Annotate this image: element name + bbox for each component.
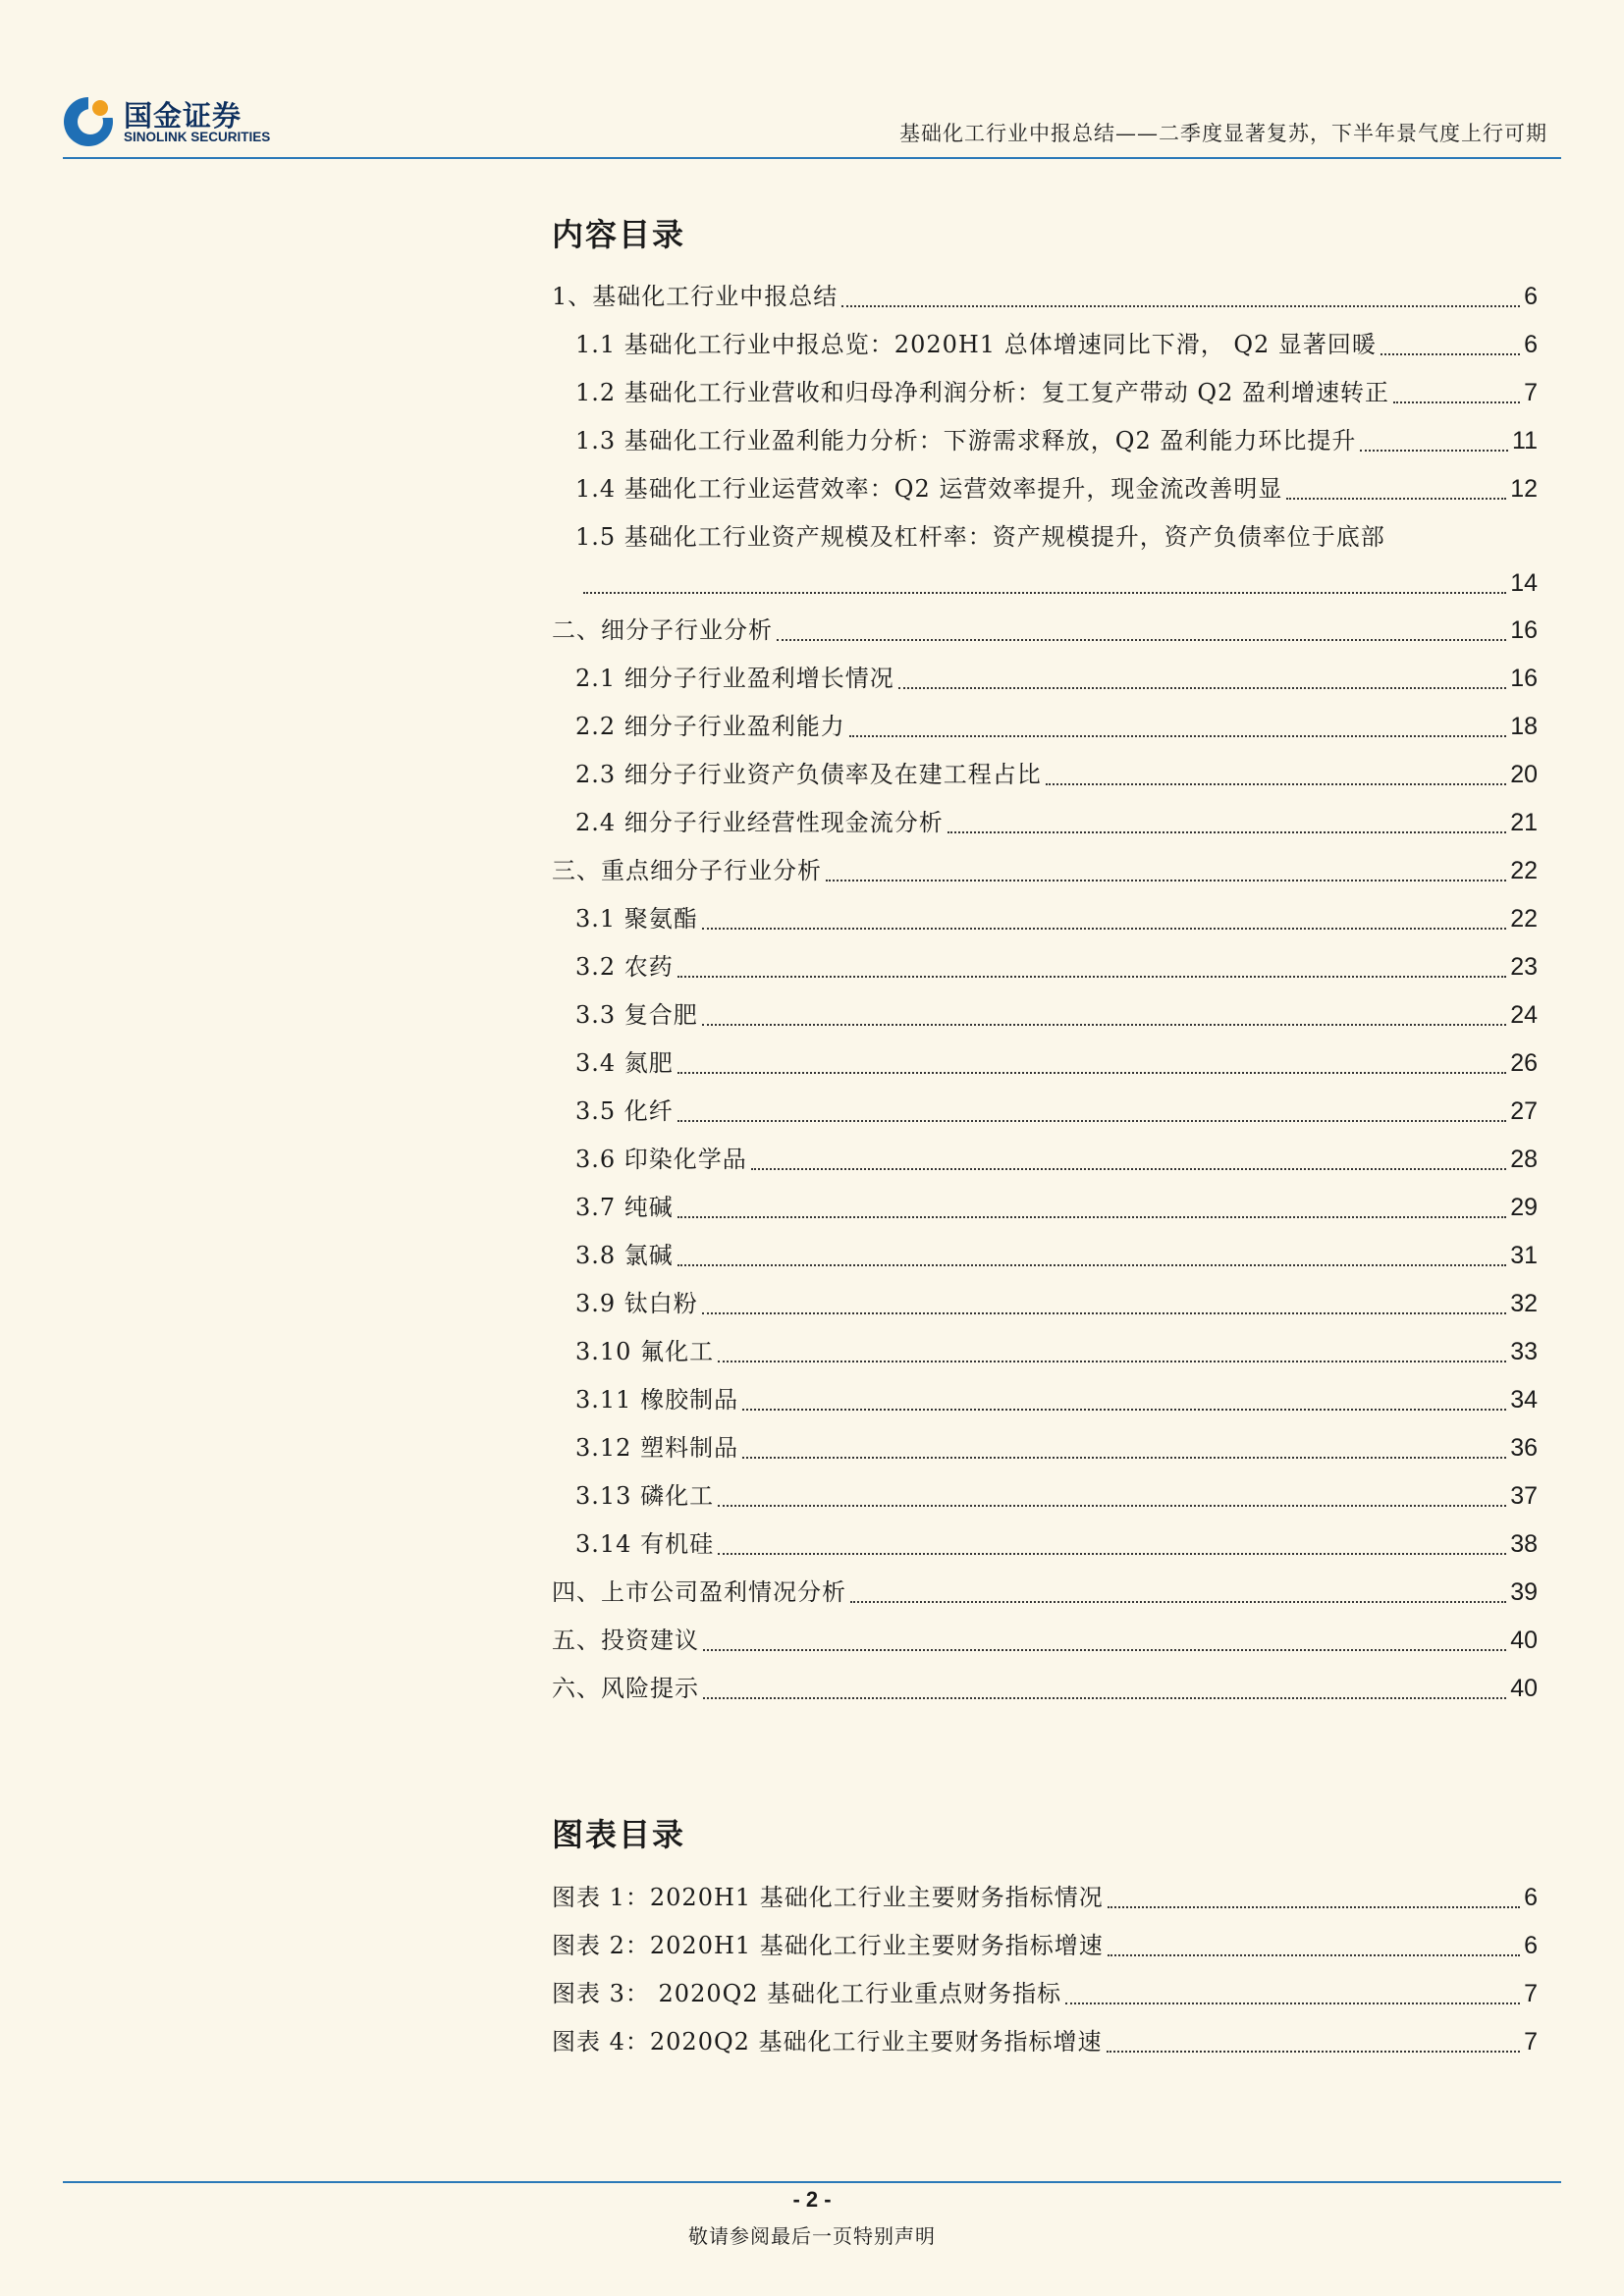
toc-item[interactable] xyxy=(575,517,1538,557)
toc-item[interactable] xyxy=(575,373,1538,412)
leader-dots xyxy=(583,592,1506,594)
toc-item-label: 3.10 氟化工 xyxy=(575,1338,715,1365)
toc-item-label: 3.8 氯碱 xyxy=(575,1242,674,1269)
toc-item-label: 3.3 复合肥 xyxy=(575,1001,698,1029)
toc-item-label: 四、上市公司盈利情况分析 xyxy=(552,1578,846,1606)
figure-item-label: 图表 1：2020H1 基础化工行业主要财务指标情况 xyxy=(552,1884,1104,1911)
toc-item-page: 31 xyxy=(1510,1242,1538,1269)
toc-item-label: 二、细分子行业分析 xyxy=(552,616,773,644)
toc-item-page: 6 xyxy=(1524,283,1538,310)
toc-item-page: 27 xyxy=(1510,1097,1538,1125)
figure-item-page: 7 xyxy=(1524,1980,1538,2007)
toc-item[interactable] xyxy=(575,1524,1538,1564)
leader-dots xyxy=(826,880,1506,881)
toc-item-page: 16 xyxy=(1510,616,1538,644)
leader-dots xyxy=(1380,353,1520,355)
toc-item[interactable] xyxy=(575,755,1538,794)
figures-title: 图表目录 xyxy=(552,1816,686,1853)
toc-item[interactable] xyxy=(575,995,1538,1035)
figure-item[interactable] xyxy=(552,1926,1538,1965)
leader-dots xyxy=(1108,1906,1520,1908)
logo-english-name: SINOLINK SECURITIES xyxy=(124,130,271,144)
toc-item-page: 26 xyxy=(1510,1049,1538,1077)
toc-item[interactable] xyxy=(552,277,1538,316)
logo-icon xyxy=(63,96,114,147)
toc-item-page: 24 xyxy=(1510,1001,1538,1029)
leader-dots xyxy=(718,1505,1506,1507)
toc-item-page: 14 xyxy=(1510,568,1538,597)
toc-item-label: 2.2 细分子行业盈利能力 xyxy=(575,713,845,740)
toc-item-page: 20 xyxy=(1510,761,1538,788)
toc-item[interactable] xyxy=(575,803,1538,842)
figure-item-page: 7 xyxy=(1524,2028,1538,2056)
company-logo xyxy=(63,92,298,149)
toc-item[interactable] xyxy=(552,1573,1538,1612)
toc-item[interactable] xyxy=(552,1669,1538,1708)
leader-dots xyxy=(677,976,1506,978)
toc-item[interactable] xyxy=(575,899,1538,938)
leader-dots xyxy=(677,1264,1506,1266)
toc-item-page: 6 xyxy=(1524,331,1538,358)
toc-item-label: 五、投资建议 xyxy=(552,1627,699,1654)
leader-dots xyxy=(841,305,1520,307)
toc-item-label: 3.7 纯碱 xyxy=(575,1194,674,1221)
toc-item-page: 12 xyxy=(1510,475,1538,503)
toc-item[interactable] xyxy=(575,1476,1538,1516)
report-title: 基础化工行业中报总结——二季度显著复苏，下半年景气度上行可期 xyxy=(899,122,1547,145)
toc-item[interactable] xyxy=(575,947,1538,987)
header-divider xyxy=(63,157,1561,159)
toc-item-page: 23 xyxy=(1510,953,1538,981)
leader-dots xyxy=(1360,450,1508,452)
toc-item-label: 三、重点细分子行业分析 xyxy=(552,857,822,884)
toc-item-label: 1.3 基础化工行业盈利能力分析：下游需求释放，Q2 盈利能力环比提升 xyxy=(575,427,1357,454)
toc-item-page: 16 xyxy=(1510,665,1538,692)
leader-dots xyxy=(702,1024,1506,1026)
toc-item-label: 1、基础化工行业中报总结 xyxy=(552,283,839,310)
toc-item-label: 3.1 聚氨酯 xyxy=(575,905,698,933)
leader-dots xyxy=(849,735,1506,737)
figure-item-page: 6 xyxy=(1524,1884,1538,1911)
toc-item[interactable] xyxy=(575,469,1538,508)
toc-item-page: 33 xyxy=(1510,1338,1538,1365)
leader-dots xyxy=(677,1216,1506,1218)
leader-dots xyxy=(850,1601,1506,1603)
toc-item-page: 36 xyxy=(1510,1434,1538,1462)
toc-item-label: 1.1 基础化工行业中报总览：2020H1 总体增速同比下滑， Q2 显著回暖 xyxy=(575,331,1377,358)
leader-dots xyxy=(947,831,1506,833)
toc-item-label: 3.6 印染化学品 xyxy=(575,1146,747,1173)
leader-dots xyxy=(718,1553,1506,1555)
toc-item-label: 3.13 磷化工 xyxy=(575,1482,715,1510)
toc-item-page: 7 xyxy=(1524,379,1538,406)
toc-item[interactable] xyxy=(575,1140,1538,1179)
toc-item-label: 3.2 农药 xyxy=(575,953,674,981)
figure-item-label: 图表 3： 2020Q2 基础化工行业重点财务指标 xyxy=(552,1980,1062,2007)
toc-item-label: 3.11 橡胶制品 xyxy=(575,1386,739,1414)
page-header xyxy=(63,90,1561,159)
toc-item[interactable] xyxy=(575,1380,1538,1419)
toc-item[interactable] xyxy=(575,1284,1538,1323)
figure-item[interactable] xyxy=(552,1878,1538,1917)
leader-dots xyxy=(677,1072,1506,1074)
toc-item-page: 40 xyxy=(1510,1627,1538,1654)
leader-dots xyxy=(742,1409,1506,1411)
toc-item-page: 37 xyxy=(1510,1482,1538,1510)
toc-item-label: 2.4 细分子行业经营性现金流分析 xyxy=(575,809,944,836)
toc-item[interactable] xyxy=(552,1621,1538,1660)
toc-item-page: 32 xyxy=(1510,1290,1538,1317)
toc-item[interactable] xyxy=(575,1332,1538,1371)
toc-item-page: 22 xyxy=(1510,905,1538,933)
toc-item[interactable] xyxy=(575,1236,1538,1275)
toc-item[interactable] xyxy=(552,611,1538,650)
toc-title: 内容目录 xyxy=(552,216,686,253)
toc-item-page: 21 xyxy=(1510,809,1538,836)
toc-item-label: 六、风险提示 xyxy=(552,1675,699,1702)
disclaimer-note: 敬请参阅最后一页特别声明 xyxy=(688,2224,936,2248)
leader-dots xyxy=(1065,2002,1520,2004)
leader-dots xyxy=(751,1168,1506,1170)
figure-item-label: 图表 2：2020H1 基础化工行业主要财务指标增速 xyxy=(552,1932,1104,1959)
toc-item-page: 18 xyxy=(1510,713,1538,740)
leader-dots xyxy=(1393,401,1520,403)
toc-item-label: 3.9 钛白粉 xyxy=(575,1290,698,1317)
leader-dots xyxy=(702,928,1506,930)
leader-dots xyxy=(677,1120,1506,1122)
toc-item[interactable] xyxy=(552,851,1538,890)
toc-item-label: 3.4 氮肥 xyxy=(575,1049,674,1077)
figure-item[interactable] xyxy=(552,2022,1538,2061)
leader-dots xyxy=(898,687,1506,689)
leader-dots xyxy=(702,1312,1506,1314)
toc-item-page: 40 xyxy=(1510,1675,1538,1702)
toc-item-page: 29 xyxy=(1510,1194,1538,1221)
toc-item-label: 3.14 有机硅 xyxy=(575,1530,715,1558)
figure-item[interactable] xyxy=(552,1974,1538,2013)
leader-dots xyxy=(742,1457,1506,1459)
toc-item[interactable] xyxy=(575,1428,1538,1468)
toc-item-label: 3.5 化纤 xyxy=(575,1097,674,1125)
toc-item-page: 39 xyxy=(1510,1578,1538,1606)
toc-item[interactable] xyxy=(575,1188,1538,1227)
page-number: - 2 - xyxy=(792,2187,832,2212)
leader-dots xyxy=(1046,783,1506,785)
leader-dots xyxy=(1108,1954,1520,1956)
toc-item[interactable] xyxy=(575,1092,1538,1131)
toc-item-page: 34 xyxy=(1510,1386,1538,1414)
toc-item-label: 1.4 基础化工行业运营效率：Q2 运营效率提升，现金流改善明显 xyxy=(575,475,1283,503)
leader-dots xyxy=(703,1697,1506,1699)
toc-item-continuation[interactable] xyxy=(575,563,1538,603)
figure-item-page: 6 xyxy=(1524,1932,1538,1959)
toc-item[interactable] xyxy=(575,707,1538,746)
toc-item-label: 2.3 细分子行业资产负债率及在建工程占比 xyxy=(575,761,1042,788)
figure-item-label: 图表 4：2020Q2 基础化工行业主要财务指标增速 xyxy=(552,2028,1103,2056)
logo-chinese-name: 国金证券 xyxy=(124,99,243,133)
toc-item-label: 3.12 塑料制品 xyxy=(575,1434,739,1462)
leader-dots xyxy=(1286,498,1506,500)
toc-item-label: 2.1 细分子行业盈利增长情况 xyxy=(575,665,894,692)
leader-dots xyxy=(703,1649,1506,1651)
toc-item-page: 38 xyxy=(1510,1530,1538,1558)
toc-item[interactable] xyxy=(575,421,1538,460)
toc-item-label: 1.2 基础化工行业营收和归母净利润分析：复工复产带动 Q2 盈利增速转正 xyxy=(575,379,1389,406)
toc-item-label: 1.5 基础化工行业资产规模及杠杆率：资产规模提升，资产负债率位于底部 xyxy=(575,523,1385,551)
toc-item[interactable] xyxy=(575,1043,1538,1083)
toc-item-page: 22 xyxy=(1510,857,1538,884)
leader-dots xyxy=(777,639,1506,641)
toc-item-page: 28 xyxy=(1510,1146,1538,1173)
toc-item[interactable] xyxy=(575,325,1538,364)
leader-dots xyxy=(1107,2051,1521,2053)
toc-item-page: 11 xyxy=(1512,427,1538,454)
toc-item[interactable] xyxy=(575,659,1538,698)
footer-divider xyxy=(63,2181,1561,2183)
leader-dots xyxy=(718,1361,1506,1362)
